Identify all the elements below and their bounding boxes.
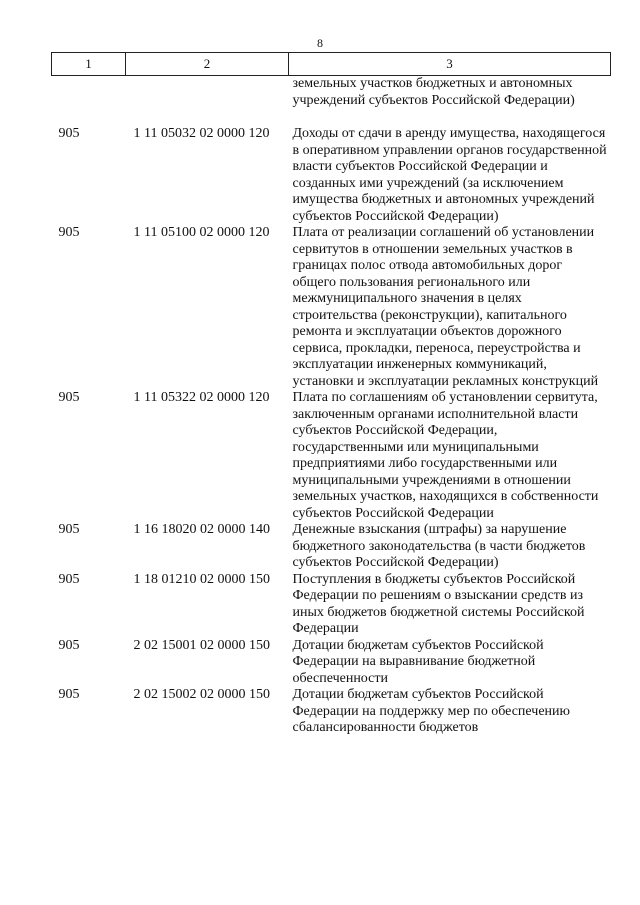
admin-code: 905 bbox=[58, 390, 80, 405]
table-row bbox=[52, 390, 611, 522]
continuation-row bbox=[52, 76, 611, 123]
revenue-name: Плата от реализации соглашений об установлении сервитутов в отношении земельных участков в границах полос отвода автомобильных дорог общего пользования регионального или межмуниципального значения в целях строительства (реконструкции), капитального ремонта и эксплуатации объектов дорожного сервиса, прокладки, переноса, переустройства и эксплуатации инженерных коммуникаций, установки и эксплуатации рекламных конструкций bbox=[292, 225, 599, 389]
revenue-name: Дотации бюджетам субъектов Российской Федерации на выравнивание бюджетной обеспеченности bbox=[292, 637, 544, 686]
revenue-code: 1 11 05100 02 0000 120 bbox=[133, 225, 270, 240]
column-header-3: 3 bbox=[289, 53, 611, 76]
continuation-empty-2 bbox=[126, 76, 289, 123]
admin-code: 905 bbox=[58, 687, 80, 702]
table-row bbox=[52, 572, 611, 638]
column-header-1: 1 bbox=[52, 53, 126, 76]
table-row bbox=[52, 522, 611, 572]
admin-code: 905 bbox=[58, 522, 80, 537]
revenue-name: Денежные взыскания (штрафы) за нарушение бюджетного законодательства (в части бюджетов субъектов Российской Федерации) bbox=[292, 522, 586, 570]
revenue-code: 1 16 18020 02 0000 140 bbox=[133, 522, 270, 537]
revenue-name: Поступления в бюджеты субъектов Российской Федерации по решениям о взыскании средств из иных бюджетов бюджетной системы Российской Федерации bbox=[292, 571, 585, 636]
page-number: 8 bbox=[317, 36, 323, 50]
revenue-name: Дотации бюджетам субъектов Российской Федерации на поддержку мер по обеспечению сбалансированности бюджетов bbox=[292, 687, 570, 735]
table-row bbox=[52, 687, 611, 737]
admin-code: 905 bbox=[58, 637, 80, 653]
revenue-code: 1 18 01210 02 0000 150 bbox=[133, 571, 270, 587]
revenue-code: 1 11 05032 02 0000 120 bbox=[133, 126, 270, 141]
continuation-text: земельных участков бюджетных и автономных учреждений субъектов Российской Федерации) bbox=[292, 76, 575, 108]
revenue-codes-table bbox=[51, 52, 611, 737]
admin-code: 905 bbox=[58, 126, 80, 141]
table-header-row bbox=[52, 53, 611, 76]
revenue-name: Плата по соглашениям об установлении сервитута, заключенным органами исполнительной власти субъектов Российской Федерации, государственными или муниципальными предприятиями либо государственными или муниципальными учреждениями в отношении земельных участков, находящихся в собственности субъектов Российской Федерации bbox=[292, 390, 599, 521]
revenue-code: 2 02 15001 02 0000 150 bbox=[133, 637, 270, 653]
revenue-code: 1 11 05322 02 0000 120 bbox=[133, 390, 270, 405]
table-row bbox=[52, 638, 611, 688]
revenue-code: 2 02 15002 02 0000 150 bbox=[133, 687, 270, 702]
table-row bbox=[52, 122, 611, 225]
revenue-name: Доходы от сдачи в аренду имущества, находящегося в оперативном управлении органов государственной власти субъектов Российской Федерации и созданных ими учреждений (за исключением имущества бюджетных и автономных учреждений субъектов Российской Федерации) bbox=[292, 126, 607, 224]
table-row bbox=[52, 225, 611, 390]
admin-code: 905 bbox=[58, 225, 80, 240]
column-header-2: 2 bbox=[126, 53, 289, 76]
admin-code: 905 bbox=[58, 571, 80, 587]
continuation-empty-1 bbox=[52, 76, 126, 123]
